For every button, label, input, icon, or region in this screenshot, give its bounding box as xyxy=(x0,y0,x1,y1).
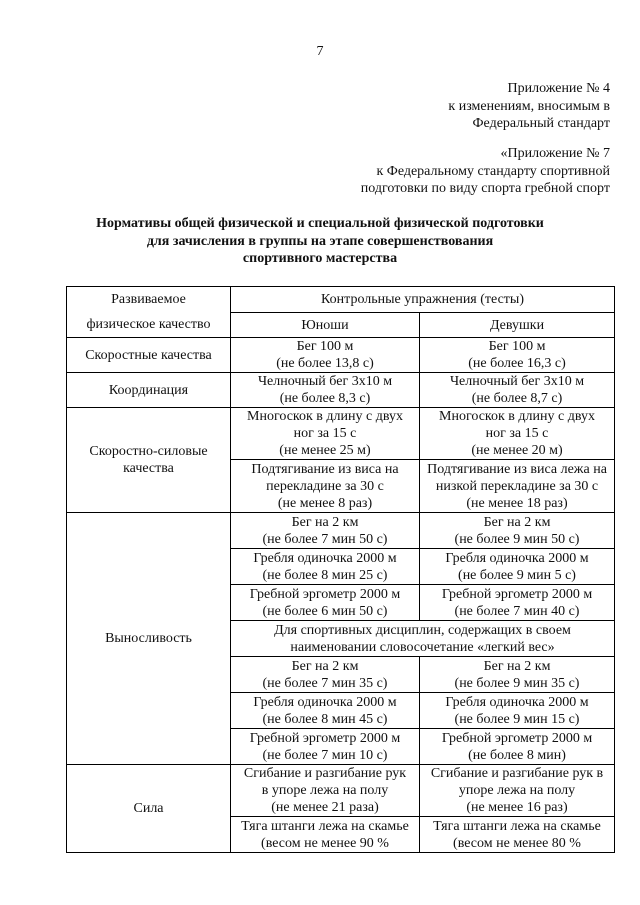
girls-cell xyxy=(420,373,615,408)
title-line: спортивного мастерства xyxy=(242,251,398,266)
cell-line: (весом не менее 90 % xyxy=(261,835,389,851)
header-quality-line: физическое качество xyxy=(86,317,211,332)
girls-cell xyxy=(420,513,615,549)
girls-cell xyxy=(420,408,615,460)
boys-cell xyxy=(231,693,420,729)
cell-line: Тяга штанги лежа на скамье xyxy=(241,818,409,834)
appendix-7-line: «Приложение № 7 xyxy=(500,146,610,161)
boys-cell xyxy=(231,657,420,693)
cell-line: упоре лежа на полу xyxy=(458,783,576,798)
appendix-4-line: Приложение № 4 xyxy=(507,81,610,96)
quality-line: качества xyxy=(123,461,174,476)
cell-line: перекладине за 30 с xyxy=(266,478,384,494)
cell-line: (не более 8,3 с) xyxy=(279,391,371,406)
quality-line: Скоростно-силовые xyxy=(89,444,208,459)
title-line: Нормативы общей физической и специальной физической подготовки xyxy=(96,216,544,231)
cell-line: (не более 7 мин 40 с) xyxy=(454,603,580,619)
boys-cell xyxy=(231,408,420,460)
girls-cell xyxy=(420,693,615,729)
cell-line: Сгибание и разгибание рук xyxy=(243,766,407,781)
cell-line: Многоскок в длину с двух xyxy=(439,409,595,424)
page-number: 7 xyxy=(316,44,324,59)
girls-cell xyxy=(420,585,615,621)
appendix-4-line: к изменениям, вносимым в xyxy=(448,98,610,114)
appendix-4-line: Федеральный стандарт xyxy=(472,116,610,131)
cell-line: Гребной эргометр 2000 м xyxy=(249,586,401,602)
girls-cell xyxy=(420,817,615,853)
cell-line: Гребля одиночка 2000 м xyxy=(445,550,589,566)
cell-line: (не более 9 мин 15 с) xyxy=(454,711,580,727)
header-tests: Контрольные упражнения (тесты) xyxy=(231,287,615,313)
cell-line: в упоре лежа на полу xyxy=(261,783,389,798)
cell-line: Бег на 2 км xyxy=(291,514,359,530)
cell-line: (не более 9 мин 50 с) xyxy=(454,531,580,547)
appendix-7-note xyxy=(361,145,610,198)
cell-line: (весом не менее 80 % xyxy=(453,835,581,851)
lightweight-note xyxy=(231,621,615,657)
cell-line: Бег на 2 км xyxy=(291,658,359,674)
cell-line: (не менее 21 раза) xyxy=(271,800,379,815)
cell-line: (не более 7 мин 50 с) xyxy=(262,531,388,547)
girls-cell xyxy=(420,657,615,693)
quality-coordination: Координация xyxy=(67,373,231,408)
girls-cell xyxy=(420,765,615,817)
quality-speed-power xyxy=(67,408,231,513)
cell-line: (не более 6 мин 50 с) xyxy=(262,603,388,619)
cell-line: (не более 9 мин 35 с) xyxy=(454,675,580,691)
header-quality-line: Развиваемое xyxy=(111,292,186,307)
girls-cell xyxy=(420,338,615,373)
cell-line: Гребной эргометр 2000 м xyxy=(441,730,593,746)
cell-line: (не более 16,3 с) xyxy=(468,356,566,371)
quality-speed: Скоростные качества xyxy=(67,338,231,373)
cell-line: Тяга штанги лежа на скамье xyxy=(433,818,601,834)
cell-line: Бег на 2 км xyxy=(483,514,551,530)
cell-line: (не менее 20 м) xyxy=(471,443,563,458)
cell-line: (не более 8 мин 45 с) xyxy=(262,711,388,727)
cell-line: (не менее 25 м) xyxy=(279,443,371,458)
boys-cell xyxy=(231,817,420,853)
cell-line: Гребля одиночка 2000 м xyxy=(445,694,589,710)
header-boys: Юноши xyxy=(231,313,420,338)
header-quality xyxy=(67,287,231,338)
cell-line: Подтягивание из виса лежа на xyxy=(427,461,607,477)
cell-line: Подтягивание из виса на xyxy=(251,461,399,477)
cell-line: Для спортивных дисциплин, содержащих в своем xyxy=(274,622,571,638)
appendix-7-line: к Федеральному стандарту спортивной xyxy=(376,163,610,179)
cell-line: (не более 13,8 с) xyxy=(276,356,374,371)
girls-cell xyxy=(420,549,615,585)
boys-cell xyxy=(231,729,420,765)
cell-line: Челночный бег 3х10 м xyxy=(449,374,585,389)
cell-line: (не менее 18 раз) xyxy=(466,495,568,511)
cell-line: Гребной эргометр 2000 м xyxy=(249,730,401,746)
title-line: для зачисления в группы на этапе совершенствования xyxy=(146,233,494,249)
cell-line: (не более 8 мин) xyxy=(468,747,566,763)
standards-table xyxy=(66,286,615,853)
cell-line: (не менее 8 раз) xyxy=(277,495,373,511)
boys-cell xyxy=(231,338,420,373)
cell-line: (не более 9 мин 5 с) xyxy=(458,567,576,583)
header-girls: Девушки xyxy=(420,313,615,338)
boys-cell xyxy=(231,373,420,408)
document-title xyxy=(0,215,640,268)
girls-cell xyxy=(420,729,615,765)
cell-line: (не более 8 мин 25 с) xyxy=(262,567,388,583)
appendix-4-note xyxy=(448,80,610,133)
girls-cell xyxy=(420,460,615,513)
cell-line: низкой перекладине за 30 с xyxy=(435,478,599,494)
cell-line: Многоскок в длину с двух xyxy=(247,409,403,424)
boys-cell xyxy=(231,513,420,549)
cell-line: Гребля одиночка 2000 м xyxy=(253,694,397,710)
boys-cell xyxy=(231,460,420,513)
appendix-7-line: подготовки по виду спорта гребной спорт xyxy=(360,181,610,196)
cell-line: Гребной эргометр 2000 м xyxy=(441,586,593,602)
cell-line: (не менее 16 раз) xyxy=(466,800,568,815)
cell-line: (не более 8,7 с) xyxy=(471,391,563,406)
cell-line: Бег 100 м xyxy=(488,339,546,354)
cell-line: ног за 15 с xyxy=(485,426,549,441)
cell-line: Бег на 2 км xyxy=(483,658,551,674)
cell-line: ног за 15 с xyxy=(293,426,357,441)
boys-cell xyxy=(231,549,420,585)
cell-line: Бег 100 м xyxy=(296,339,354,354)
cell-line: Челночный бег 3х10 м xyxy=(257,374,393,389)
cell-line: (не более 7 мин 10 с) xyxy=(262,747,388,763)
cell-line: Сгибание и разгибание рук в xyxy=(430,766,604,781)
cell-line: Гребля одиночка 2000 м xyxy=(253,550,397,566)
cell-line: наименовании словосочетание «легкий вес» xyxy=(290,639,555,655)
cell-line: (не более 7 мин 35 с) xyxy=(262,675,388,691)
quality-endurance: Выносливость xyxy=(67,513,231,765)
quality-strength: Сила xyxy=(67,765,231,853)
boys-cell xyxy=(231,585,420,621)
boys-cell xyxy=(231,765,420,817)
